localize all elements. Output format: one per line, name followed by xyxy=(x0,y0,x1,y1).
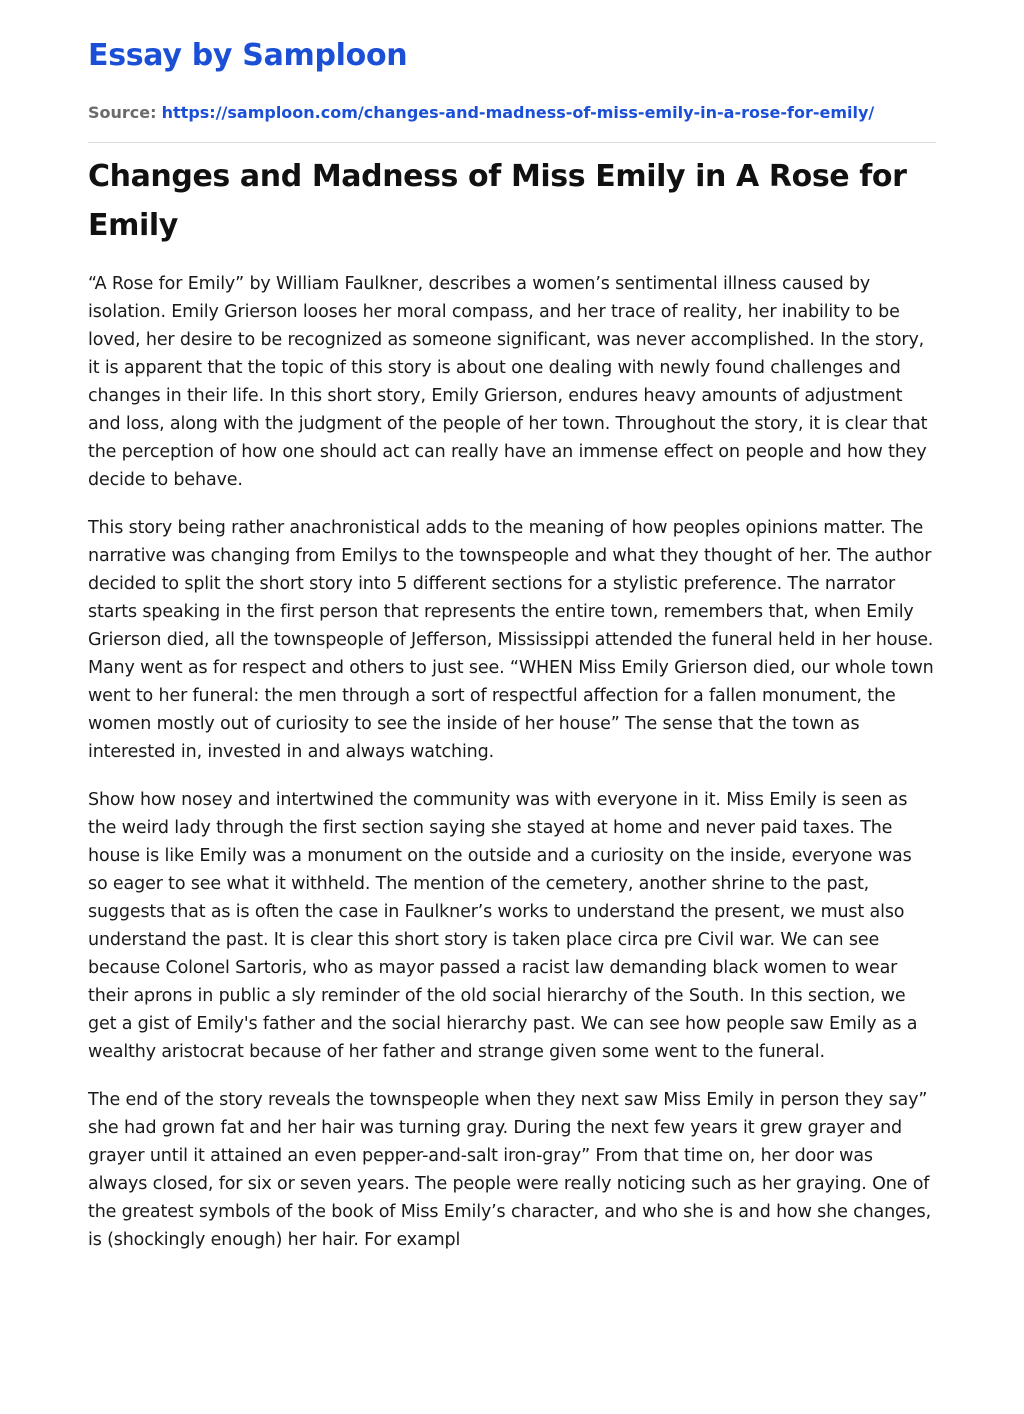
essay-paragraph-2: This story being rather anachronistical adds to the meaning of how peoples opinions matter. The narrative was changing from Emilys to the townspeople and what they thought of her. The author decided to split the short story into 5 different sections for a stylistic preference. The narrator starts speaking in the first person that represents the entire town, remembers that, when Emily Grierson died, all the townspeople of Jefferson, Mississippi attended the funeral held in her house. Many went as for respect and others to just see. “WHEN Miss Emily Grierson died, our whole town went to her funeral: the men through a sort of respectful affection for a fallen monument, the women mostly out of curiosity to see the inside of her house” The sense that the town as interested in, invested in and always watching. xyxy=(88,518,934,762)
essay-title: Changes and Madness of Miss Emily in A Rose for Emily xyxy=(88,159,907,243)
source-label: Source: xyxy=(88,103,157,122)
source-link[interactable]: https://samploon.com/changes-and-madness-of-miss-emily-in-a-rose-for-emily/ xyxy=(161,103,875,122)
essay-body xyxy=(88,270,936,1274)
essay-paragraph-3: Show how nosey and intertwined the community was with everyone in it. Miss Emily is seen as the weird lady through the first section saying she stayed at home and never paid taxes. The house is like Emily was a monument on the outside and a curiosity on the inside, everyone was so eager to see what it withheld. The mention of the cemetery, another shrine to the past, suggests that as is often the case in Faulkner’s works to understand the present, we must also understand the past. It is clear this short story is taken place circa pre Civil war. We can see because Colonel Sartoris, who as mayor passed a racist law demanding black women to wear their aprons in public a sly reminder of the old social hierarchy of the South. In this section, we get a gist of Emily's father and the social hierarchy past. We can see how people saw Emily as a wealthy aristocrat because of her father and strange given some went to the funeral. xyxy=(88,790,918,1062)
essay-paragraph-1: “A Rose for Emily” by William Faulkner, describes a women’s sentimental illness caused by isolation. Emily Grierson looses her moral compass, and her trace of reality, her inability to be loved, her desire to be recognized as someone significant, was never accomplished. In the story, it is apparent that the topic of this story is about one dealing with newly found challenges and changes in their life. In this short story, Emily Grierson, endures heavy amounts of adjustment and loss, along with the judgment of the people of her town. Throughout the story, it is clear that the perception of how one should act can really have an immense effect on people and how they decide to behave. xyxy=(88,274,928,490)
header-divider xyxy=(88,142,936,143)
source-line xyxy=(88,102,874,124)
site-brand-title: Essay by Samploon xyxy=(88,38,408,73)
essay-paragraph-4: The end of the story reveals the townspeople when they next saw Miss Emily in person they say” she had grown fat and her hair was turning gray. During the next few years it grew grayer and grayer until it attained an even pepper-and-salt iron-gray” From that time on, her door was always closed, for six or seven years. The people were really noticing such as her graying. One of the greatest symbols of the book of Miss Emily’s character, and who she is and how she changes, is (shockingly enough) her hair. For exampl xyxy=(88,1090,931,1250)
